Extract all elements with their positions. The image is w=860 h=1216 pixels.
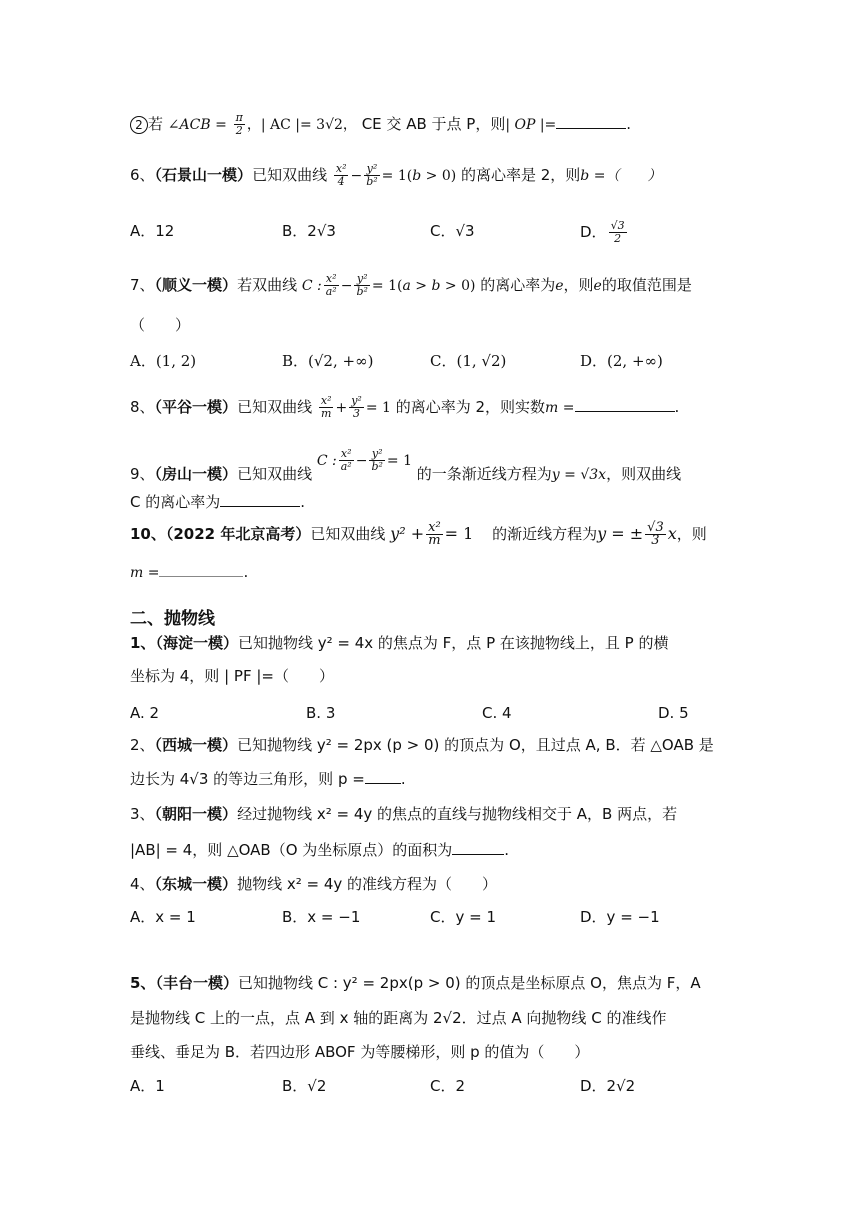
p5-option-d[interactable]: D．2√2 [580, 1077, 636, 1095]
parabola-q5: 5、（丰台一模）已知抛物线 C : y² = 2px(p > 0) 的顶点是坐标原点 O，焦点为 F，A [130, 974, 701, 992]
q7-option-b[interactable]: B．(√2, +∞) [282, 352, 374, 370]
q6-option-d[interactable]: D． $\frac{√3}{2}$ [580, 219, 625, 245]
p5-option-b[interactable]: B．√2 [282, 1077, 327, 1095]
p4-option-a[interactable]: A．x = 1 [130, 908, 196, 926]
q6-option-c[interactable]: C．√3 [430, 222, 475, 240]
answer-blank [556, 112, 626, 129]
q10-line2: m = . [130, 560, 248, 584]
answer-blank [365, 767, 401, 784]
answer-blank [220, 490, 300, 507]
parabola-q1: 1、（海淀一模）已知抛物线 y² = 4x 的焦点为 F，点 P 在该抛物线上，且 P 的横 [130, 634, 669, 652]
q5-part2: 2 若 ∠ACB = $\frac{\pi}{2}$ ，| AC |= 3√2， CE 交 AB 于点 P，则| OP |= . [130, 112, 631, 137]
answer-blank [159, 560, 243, 577]
parabola-q1-line2: 坐标为 4，则 | PF |=（ ） [130, 667, 334, 685]
parabola-q5-line3: 垂线、垂足为 B．若四边形 ABOF 为等腰梯形，则 p 的值为（ ） [130, 1043, 590, 1061]
q7-option-c[interactable]: C．(1, √2) [430, 352, 507, 370]
q7-paren: （ ） [130, 316, 191, 334]
circled-number: 2 [130, 116, 148, 134]
parabola-q3-line2: |AB| = 4，则 △OAB（O 为坐标原点）的面积为 . [130, 838, 509, 861]
parabola-q3: 3、（朝阳一模）经过抛物线 x² = 4y 的焦点的直线与抛物线相交于 A，B 两点，若 [130, 805, 678, 823]
section-title: 二、抛物线 [130, 609, 215, 629]
parabola-q5-line2: 是抛物线 C 上的一点，点 A 到 x 轴的距离为 2√2．过点 A 向抛物线 C 的准线作 [130, 1009, 667, 1027]
parabola-q4: 4、（东城一模）抛物线 x² = 4y 的准线方程为（ ） [130, 875, 498, 893]
p1-option-a[interactable]: A. 2 [130, 704, 160, 722]
p5-option-a[interactable]: A．1 [130, 1077, 165, 1095]
parabola-q2-line2: 边长为 4√3 的等边三角形，则 p = . [130, 767, 406, 790]
question-7: 7、（顺义一模）若双曲线 C : $\frac{\text{x²}}{\text{a²}}$ − $\frac{\text{y²}}{\text{b²}}$ = 1(a > b > 0) 的离心率为e，则e的取值范围是 [130, 272, 692, 298]
q7-option-d[interactable]: D．(2, +∞) [580, 352, 663, 370]
p1-option-b[interactable]: B. 3 [306, 704, 336, 722]
answer-blank [452, 838, 504, 855]
question-10: 10、（2022 年北京高考）已知双曲线 y² + $\frac{\text{x²}}{m}$ = 1 的渐近线方程为y = ± $\frac{√3}{3}$ x，则 [130, 520, 707, 548]
question-8: 8、（平谷一模）已知双曲线 $\frac{\text{x²}}{m}$ + $\frac{\text{y²}}{3}$ = 1 的离心率为 2，则实数m = . [130, 394, 680, 420]
p4-option-c[interactable]: C．y = 1 [430, 908, 496, 926]
p4-option-b[interactable]: B．x = −1 [282, 908, 361, 926]
q6-option-b[interactable]: B．2√3 [282, 222, 336, 240]
q9-line2: C 的离心率为 . [130, 490, 305, 513]
q7-option-a[interactable]: A．(1, 2) [130, 352, 197, 370]
parabola-q2: 2、（西城一模）已知抛物线 y² = 2px (p > 0) 的顶点为 O，且过点 A, B．若 △OAB 是 [130, 736, 714, 754]
p1-option-c[interactable]: C. 4 [482, 704, 512, 722]
p1-option-d[interactable]: D. 5 [658, 704, 689, 722]
question-9: 9、（房山一模）已知双曲线 C : $\frac{\text{x²}}{\text{a²}}$ − $\frac{\text{y²}}{\text{b²}}$ = 1 的一条渐近线方程为y = √3x，则双曲线 [130, 447, 682, 483]
p5-option-c[interactable]: C．2 [430, 1077, 466, 1095]
p4-option-d[interactable]: D．y = −1 [580, 908, 660, 926]
question-6: 6、（石景山一模）已知双曲线 $\frac{\text{x²}}{4}$ − $\frac{\text{y²}}{\text{b²}}$ = 1(b > 0) 的离心率是 2，则b =（ ） [130, 162, 662, 188]
q6-option-a[interactable]: A．12 [130, 222, 175, 240]
answer-blank [575, 395, 675, 412]
